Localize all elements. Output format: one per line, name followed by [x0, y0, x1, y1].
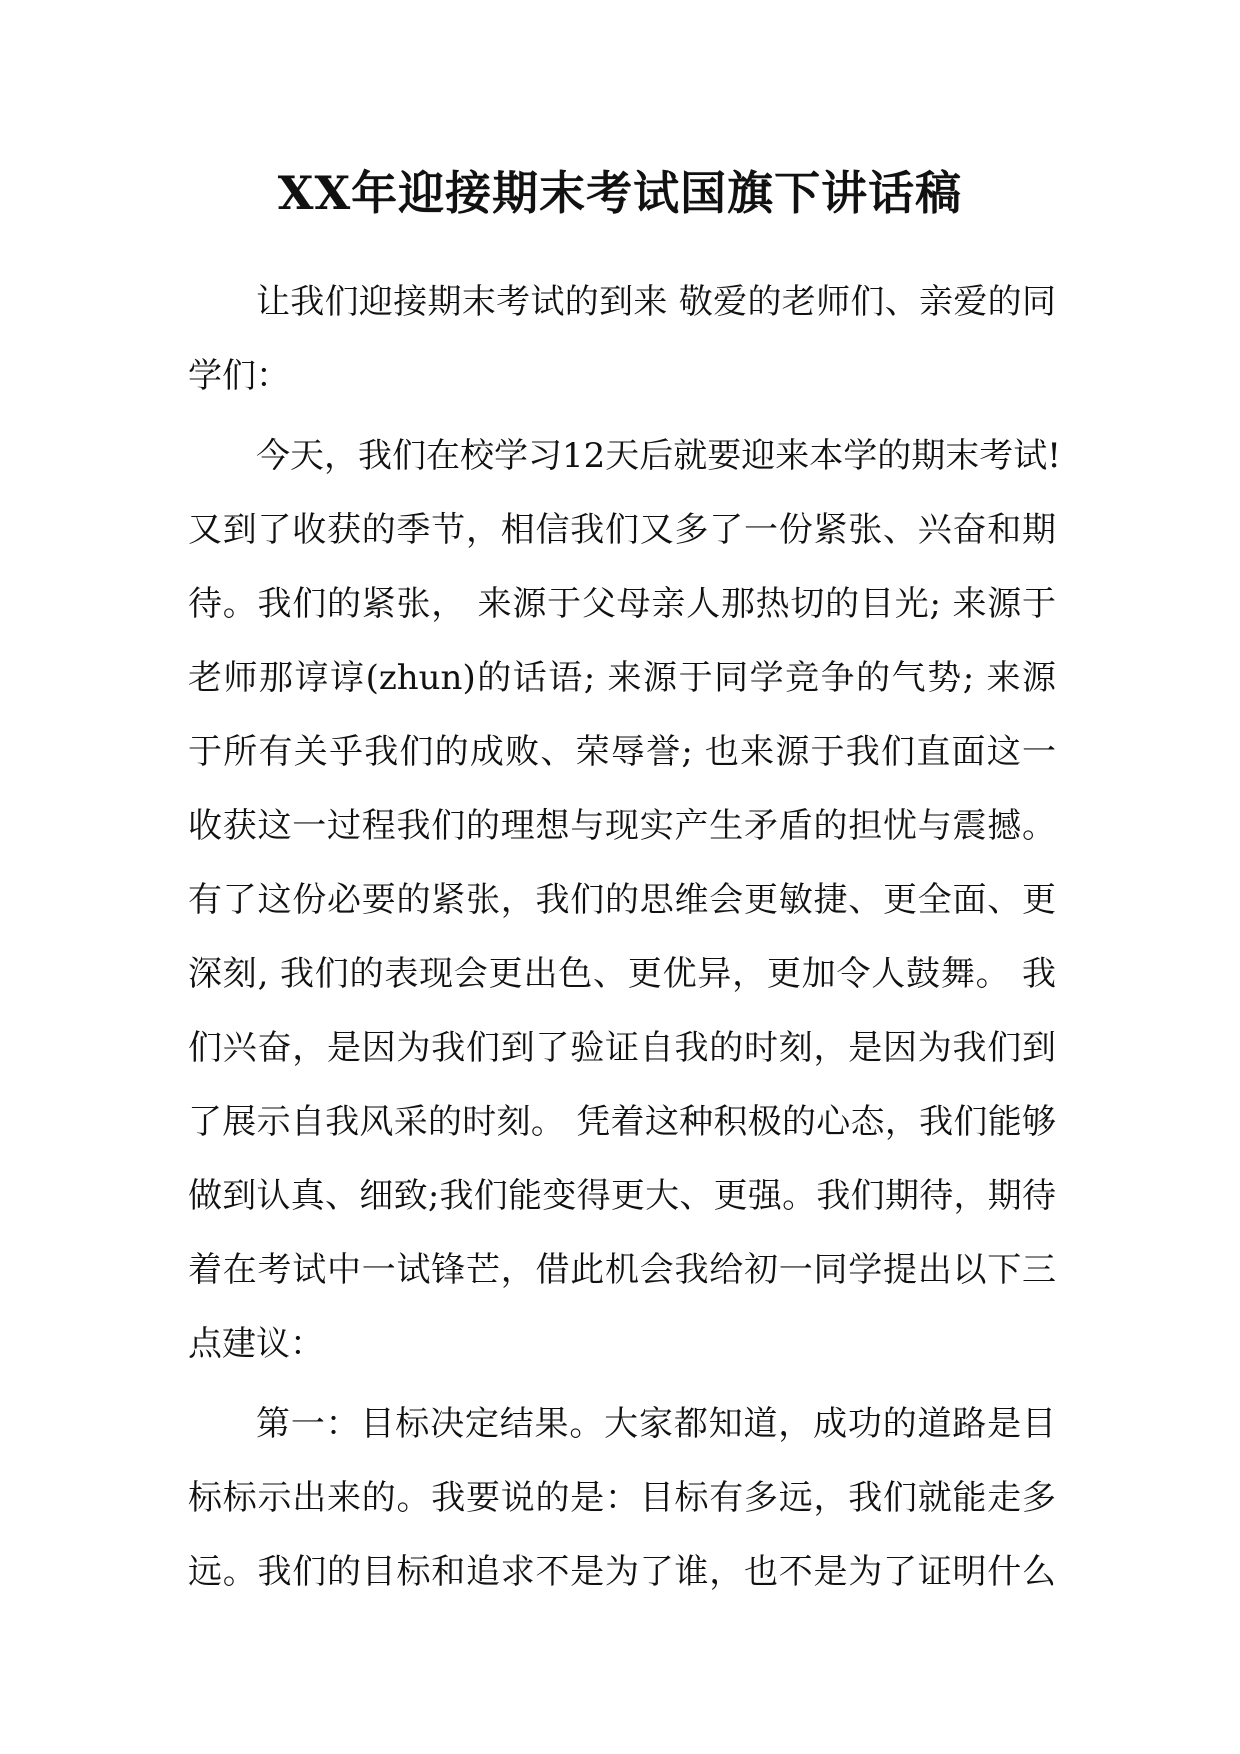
- text-line: 第一：目标决定结果。大家都知道，成功的道路是目: [256, 1404, 1056, 1444]
- text-line: 了展示自我风采的时刻。 凭着这种积极的心态，我们能够: [188, 1102, 1056, 1142]
- text-line: 点建议：: [188, 1324, 324, 1364]
- text-line: 学们：: [188, 356, 290, 396]
- text-line: 让我们迎接期末考试的到来 敬爱的老师们、亲爱的同: [256, 282, 1056, 322]
- text-line: 老师那谆谆(zhun)的话语; 来源于同学竞争的气势; 来源: [188, 658, 1056, 698]
- text-line: 深刻, 我们的表现会更出色、更优异，更加令人鼓舞。 我: [188, 954, 1056, 994]
- text-line: 做到认真、细致;我们能变得更大、更强。我们期待，期待: [188, 1176, 1056, 1216]
- text-line: 于所有关乎我们的成败、荣辱誉; 也来源于我们直面这一: [188, 732, 1056, 772]
- text-line: 标标示出来的。我要说的是：目标有多远，我们就能走多: [188, 1478, 1056, 1518]
- document-title: XX年迎接期末考试国旗下讲话稿: [277, 166, 963, 220]
- text-line: 着在考试中一试锋芒，借此机会我给初一同学提出以下三: [188, 1250, 1056, 1290]
- text-line: 远。我们的目标和追求不是为了谁，也不是为了证明什么: [188, 1552, 1056, 1592]
- text-line: 们兴奋，是因为我们到了验证自我的时刻，是因为我们到: [188, 1028, 1056, 1068]
- text-line: 今天，我们在校学习12天后就要迎来本学的期末考试!: [256, 436, 1061, 476]
- text-line: 待。我们的紧张， 来源于父母亲人那热切的目光; 来源于: [188, 584, 1056, 624]
- document-body: [188, 265, 1061, 1609]
- text-line: 又到了收获的季节，相信我们又多了一份紧张、兴奋和期: [188, 510, 1056, 550]
- text-line: 有了这份必要的紧张，我们的思维会更敏捷、更全面、更: [188, 880, 1056, 920]
- text-line: 收获这一过程我们的理想与现实产生矛盾的担忧与震撼。: [188, 806, 1056, 846]
